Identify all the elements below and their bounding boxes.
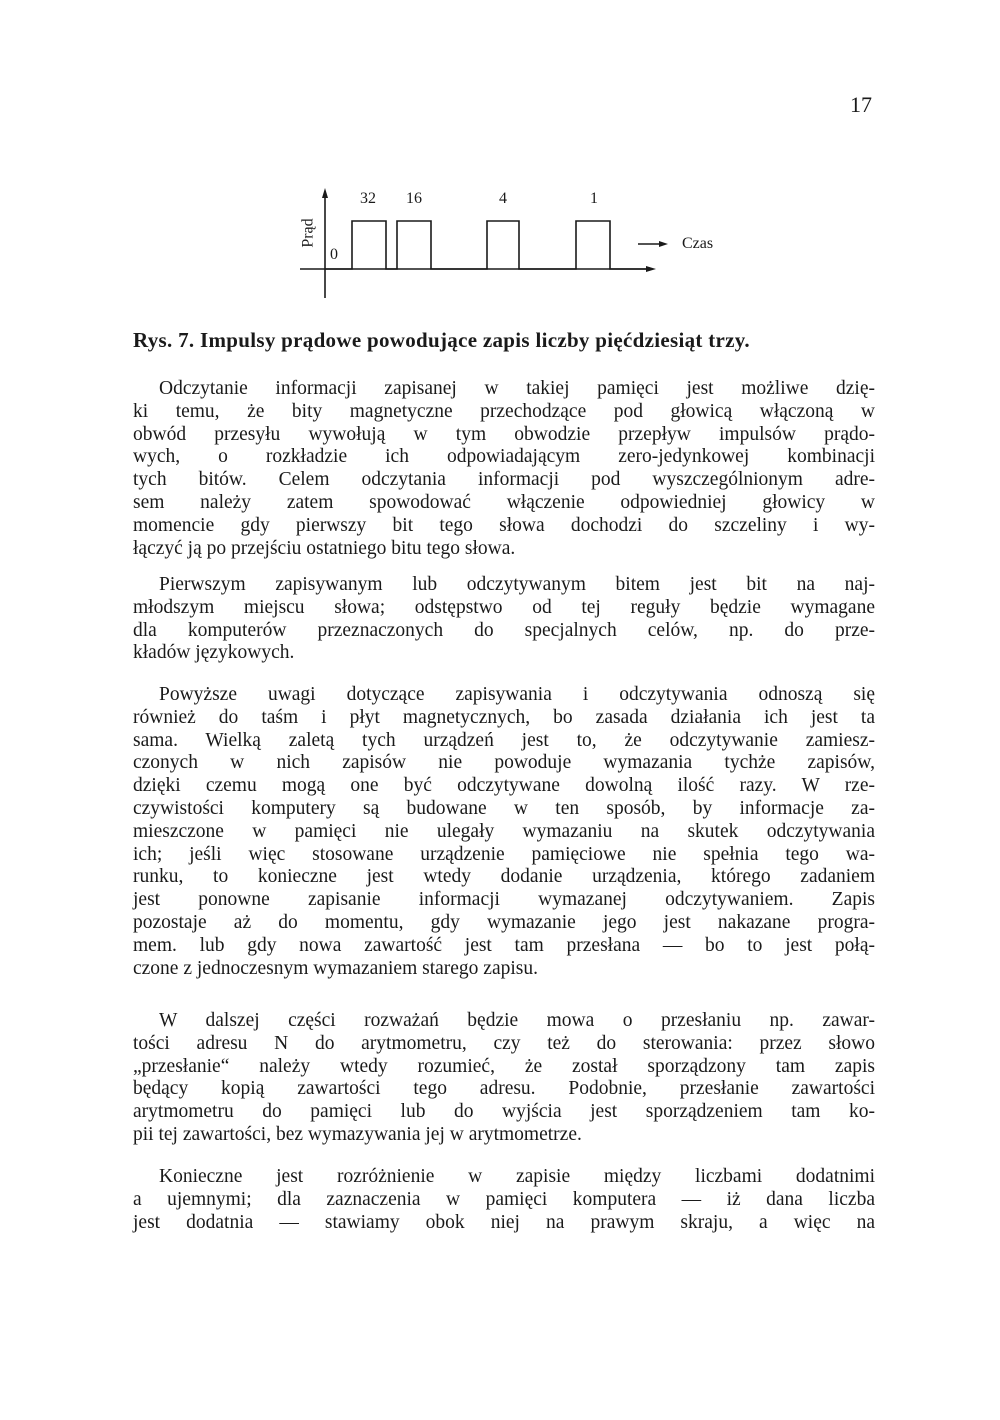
paragraph-5 xyxy=(133,1166,875,1234)
text-line: czywistości komputery są budowane w ten sposób, by informacje za- xyxy=(133,797,875,819)
figure-caption: Rys. 7. Impulsy prądowe powodujące zapis liczby pięćdziesiąt trzy. xyxy=(133,328,750,352)
text-line: mem. lub gdy nowa zawartość jest tam przesłana — bo to jest połą- xyxy=(133,934,875,956)
text-line: łączyć ją po przejściu ostatniego bitu tego słowa. xyxy=(133,537,516,559)
paragraph-3 xyxy=(133,684,875,980)
text-line: będący kopią zawartości tego adresu. Podobnie, przesłanie zawartości xyxy=(133,1078,875,1100)
text-line: pozostaje aż do momentu, gdy wymazanie jego jest nakazane progra- xyxy=(133,911,875,933)
text-line: momencie gdy pierwszy bit tego słowa dochodzi do szczeliny i wy- xyxy=(133,514,875,536)
pulse-diagram xyxy=(290,180,730,300)
text-line: tych bitów. Celem odczytania informacji pod wyszczególnionym adre- xyxy=(133,469,875,491)
paragraph-4 xyxy=(133,1010,875,1147)
page-number: 17 xyxy=(850,92,872,117)
text-line: jest ponowne zapisanie informacji wymazanej odczytywaniem. Zapis xyxy=(133,889,875,911)
text-line: ki temu, że bity magnetyczne przechodzące pod głowicą włączoną w xyxy=(133,400,875,422)
pulse-waveform xyxy=(290,180,730,300)
text-line: czonych w nich zapisów nie powoduje wymazania tychże zapisów, xyxy=(133,752,875,774)
text-line: Odczytanie informacji zapisanej w takiej pamięci jest możliwe dzię- xyxy=(159,378,875,399)
pulse-label-16: 16 xyxy=(406,190,422,207)
text-line: pii tej zawartości, bez wymazywania jej w arytmometrze. xyxy=(133,1123,582,1145)
y-axis-label: Prąd xyxy=(299,218,317,248)
text-line: obwód przesyłu wywołują w tym obwodzie przepływ impulsów prądo- xyxy=(133,423,875,445)
origin-label: 0 xyxy=(330,246,338,263)
text-line: jest dodatnia — stawiamy obok niej na prawym skraju, a więc na xyxy=(133,1211,875,1233)
paragraph-2 xyxy=(133,574,875,665)
text-line: a ujemnymi; dla zaznaczenia w pamięci komputera — iż dana liczba xyxy=(133,1188,875,1210)
text-line: Konieczne jest rozróżnienie w zapisie między liczbami dodatnimi xyxy=(159,1166,875,1187)
pulse-label-1: 1 xyxy=(590,190,598,207)
text-line: wych, o rozkładzie ich odpowiadającym zero-jedynkowej kombinacji xyxy=(133,446,875,468)
text-line: runku, to konieczne jest wtedy dodanie urządzenia, którego zadaniem xyxy=(133,866,875,888)
text-line: młodszym miejscu słowa; odstępstwo od tej reguły będzie wymagane xyxy=(133,596,875,618)
text-line: dzięki czemu mogą one być odczytywane dowolną ilość razy. W rze- xyxy=(133,775,875,797)
text-line: W dalszej części rozważań będzie mowa o przesłaniu np. zawar- xyxy=(159,1010,875,1031)
text-line: tości adresu N do arytmometru, czy też do sterowania: przez słowo xyxy=(133,1032,875,1054)
text-line: dla komputerów przeznaczonych do specjalnych celów, np. do prze- xyxy=(133,619,875,641)
pulse-label-32: 32 xyxy=(360,190,376,207)
paragraph-1 xyxy=(133,378,875,560)
text-line: sama. Wielką zaletą tych urządzeń jest to, że odczytywanie zamiesz- xyxy=(133,729,875,751)
text-line: Powyższe uwagi dotyczące zapisywania i odczytywania odnoszą się xyxy=(159,684,875,705)
text-line: ich; jeśli więc stosowane urządzenie pamięciowe nie spełnia tego wa- xyxy=(133,843,875,865)
text-line: czone z jednoczesnym wymazaniem starego zapisu. xyxy=(133,957,538,979)
pulse-label-4: 4 xyxy=(499,190,507,207)
x-axis-label: Czas xyxy=(682,235,714,252)
text-line: sem należy zatem spowodować włączenie odpowiedniej głowicy w xyxy=(133,491,875,513)
text-line: „przesłanie“ należy wtedy rozumieć, że został sporządzony tam zapis xyxy=(133,1055,875,1077)
text-line: mieszczone w pamięci nie ulegały wymazaniu na skutek odczytywania xyxy=(133,820,875,842)
text-line: kładów językowych. xyxy=(133,642,295,664)
text-line: arytmometru do pamięci lub do wyjścia jest sporządzeniem tam ko- xyxy=(133,1101,875,1123)
text-line: Pierwszym zapisywanym lub odczytywanym bitem jest bit na naj- xyxy=(159,574,875,595)
text-line: również do taśm i płyt magnetycznych, bo zasada działania ich jest ta xyxy=(133,706,875,728)
